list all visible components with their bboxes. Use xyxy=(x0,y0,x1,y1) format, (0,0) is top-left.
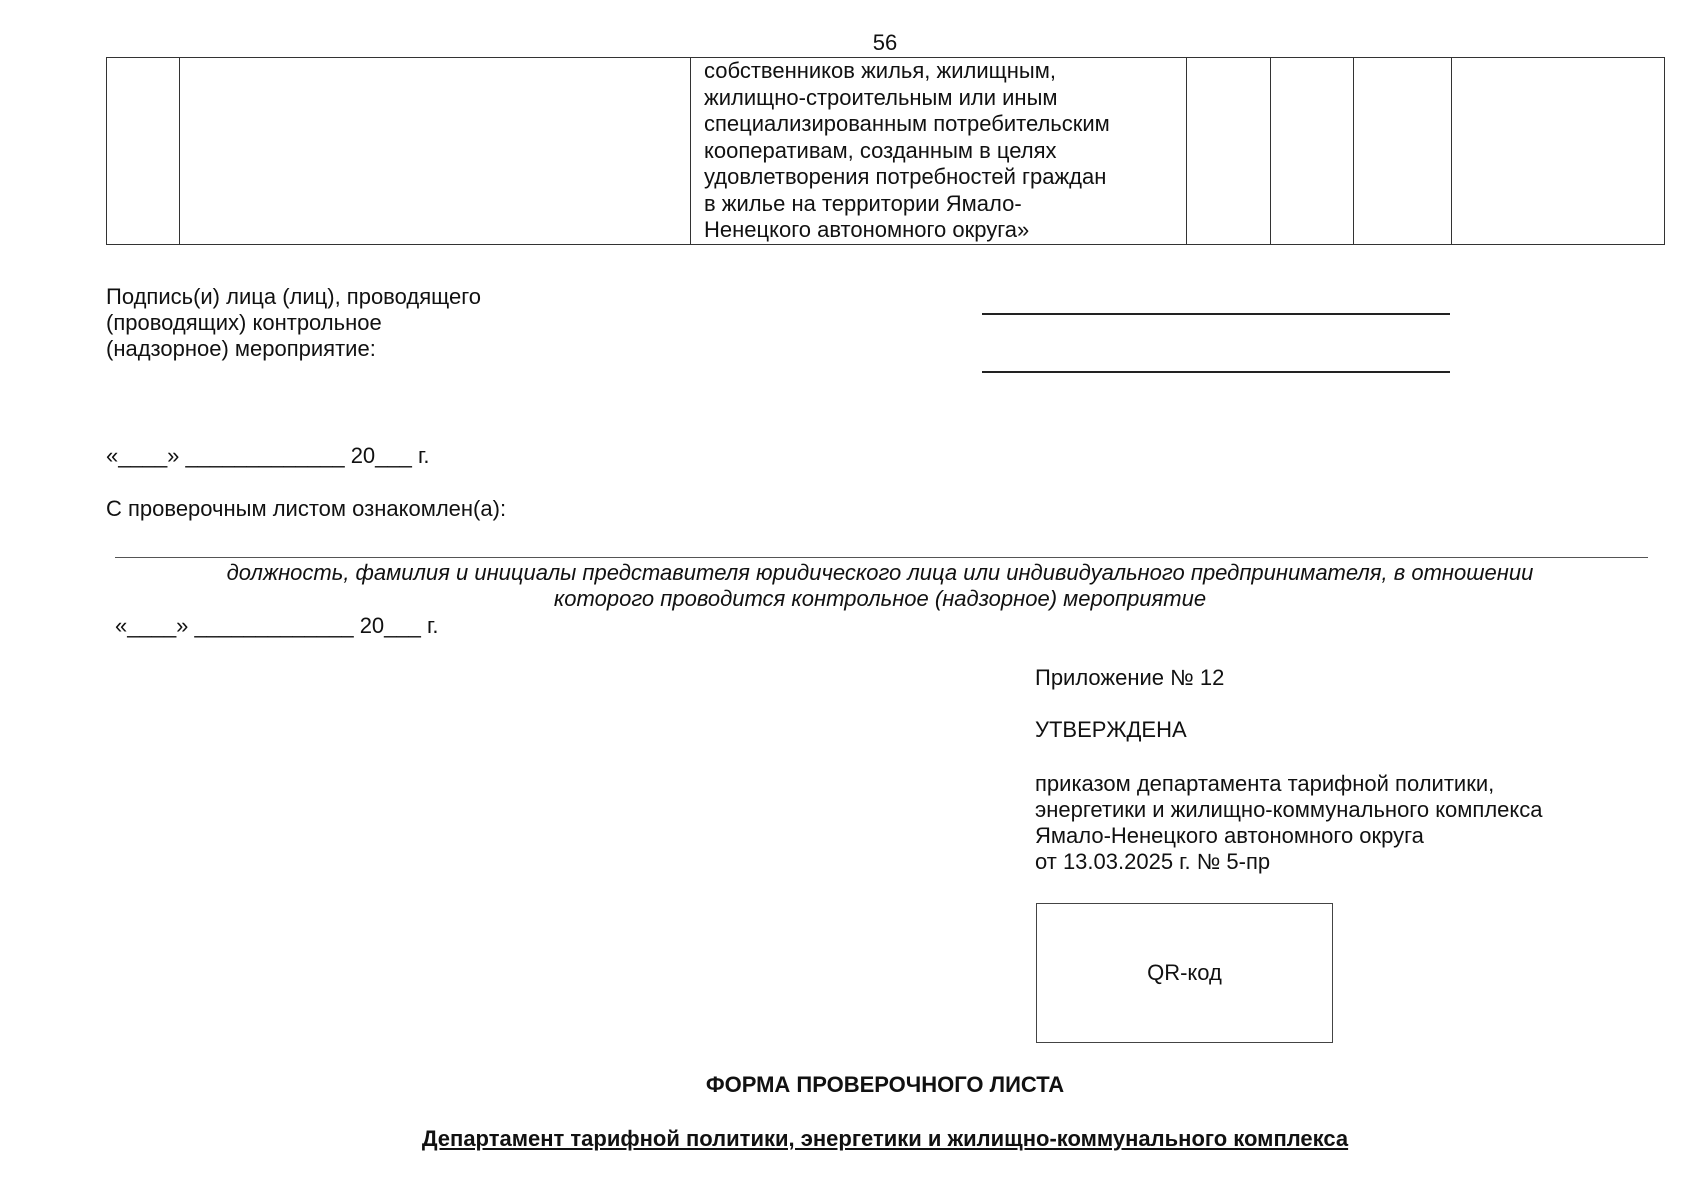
qr-code-label: QR-код xyxy=(1147,960,1222,985)
table-cell-not-applicable xyxy=(1354,58,1452,245)
representative-line xyxy=(115,557,1648,558)
requirement-text-line: кооперативам, созданным в целях xyxy=(704,137,1057,163)
representative-note-line: должность, фамилия и инициалы представителя юридического лица или индивидуального предпринимателя, в отношении xyxy=(226,560,1534,585)
table-row xyxy=(107,58,1665,245)
requirement-text-line: Ненецкого автономного округа» xyxy=(704,217,1030,242)
approval-order-line: энергетики и жилищно-коммунального комплекса xyxy=(1035,797,1543,822)
requirement-text-line: в жилье на территории Ямало- xyxy=(704,190,1022,216)
table-cell-number xyxy=(107,58,180,245)
requirement-text-line: жилищно-строительным или иным xyxy=(704,84,1058,110)
approval-order-line: приказом департамента тарифной политики, xyxy=(1035,771,1495,796)
approval-order-line: Ямало-Ненецкого автономного округа xyxy=(1035,823,1424,848)
signature-label-line: (надзорное) мероприятие: xyxy=(106,336,376,361)
signature-line xyxy=(982,313,1450,315)
approved-label: УТВЕРЖДЕНА xyxy=(1035,717,1187,742)
approval-order xyxy=(1035,771,1543,875)
date-line: «____» _____________ 20___ г. xyxy=(106,443,430,468)
table-cell-note xyxy=(1452,58,1665,245)
acknowledgement-label: С проверочным листом ознакомлен(а): xyxy=(106,496,507,521)
date-line: «____» _____________ 20___ г. xyxy=(115,613,439,638)
signature-label-line: (проводящих) контрольное xyxy=(106,310,382,335)
requirement-text-line: удовлетворения потребностей граждан xyxy=(704,164,1107,189)
signature-label xyxy=(106,284,481,362)
representative-note-line: которого проводится контрольное (надзорное) мероприятие xyxy=(553,586,1207,611)
signature-line xyxy=(982,371,1450,373)
table-cell-requirement-text xyxy=(691,58,1187,245)
signature-label-line: Подпись(и) лица (лиц), проводящего xyxy=(106,284,481,309)
requirements-table-fragment xyxy=(106,57,1665,245)
approval-order-line: от 13.03.2025 г. № 5-пр xyxy=(1035,849,1271,874)
table-cell-no xyxy=(1271,58,1354,245)
representative-note xyxy=(110,560,1650,612)
appendix-number: Приложение № 12 xyxy=(1035,665,1225,690)
page-number: 56 xyxy=(872,30,898,55)
form-title: ФОРМА ПРОВЕРОЧНОГО ЛИСТА xyxy=(705,1072,1065,1097)
table-cell-yes xyxy=(1187,58,1271,245)
requirement-text-line: специализированным потребительским xyxy=(704,111,1110,136)
department-title: Департамент тарифной политики, энергетики и жилищно-коммунального комплекса xyxy=(421,1126,1349,1151)
qr-code-placeholder xyxy=(1036,903,1333,1043)
table-cell-question xyxy=(180,58,691,245)
requirement-text-line: собственников жилья, жилищным, xyxy=(704,58,1056,83)
